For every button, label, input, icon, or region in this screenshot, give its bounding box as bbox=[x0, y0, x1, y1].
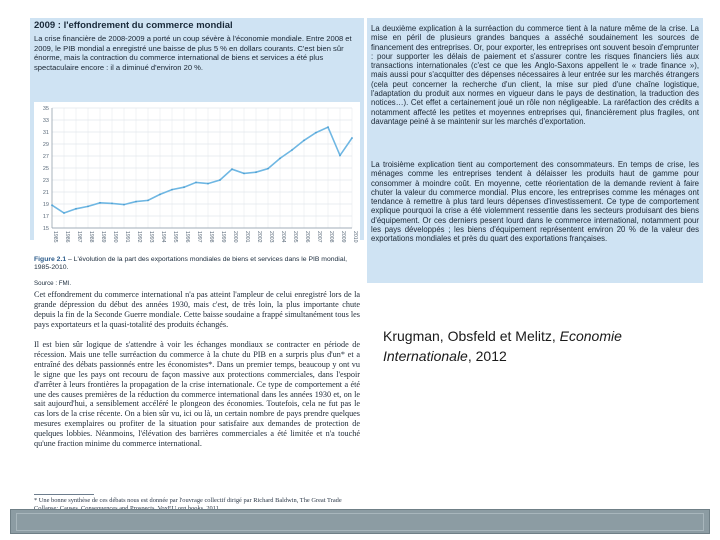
line-chart-svg bbox=[34, 102, 360, 254]
data-point bbox=[147, 200, 149, 202]
x-tick-label: 1985 bbox=[52, 231, 58, 243]
document-page-right bbox=[367, 18, 703, 283]
box-intro-paragraph: La crise financière de 2008-2009 a porté un coup sévère à l'économie mondiale. Entre 2008 et 2009, le PIB mondial a enregistré une baisse de plus 5 % en dollars courants. C'est bien sûr énorme, mais la contraction du commerce international de biens et services a été plus spectaculaire encore : il a diminué d'environ 20 %. bbox=[34, 34, 352, 72]
citation-title-2: Internationale bbox=[383, 348, 468, 364]
data-point bbox=[99, 202, 101, 204]
data-point bbox=[123, 204, 125, 206]
line-chart bbox=[34, 102, 360, 270]
x-tick-label: 1995 bbox=[172, 231, 178, 243]
data-point bbox=[87, 206, 89, 208]
x-tick-label: 2007 bbox=[316, 231, 322, 243]
figure-caption bbox=[34, 256, 360, 272]
data-point bbox=[135, 201, 137, 203]
x-tick-label: 1994 bbox=[160, 231, 166, 243]
right-paragraph-1: La deuxième explication à la surréaction du commerce tient à la nature même de la crise. La mise en péril de plusieurs grandes banques a asséché soudainement les sources de financement des entreprises. Or, pour exporter, les entreprises ont souvent besoin d'emprunter : pour supporter les délais de paiement et s'assurer contre les risques financiers liés aux transactions internationales (c'est ce que les Anglo-Saxons appellent le « trade finance »), mais aussi pour s'acquitter des dépenses nécessaires à leur entrée sur les marchés étrangers (cela peut concerner la recherche d'un client, la mise sur pied d'une chaîne logistique, l'adaptation du produit aux normes en vigueur dans le pays de destination, la traduction des notices…). Cet effet a certainement joué un rôle non négligeable. La raréfaction des crédits a notamment affecté les petites et moyennes entreprises qui, financièrement plus fragiles, ont davantage peiné à se maintenir sur les marchés d'exportation. bbox=[371, 24, 699, 126]
y-tick-label: 35 bbox=[42, 106, 49, 112]
data-point bbox=[171, 189, 173, 191]
x-tick-label: 1990 bbox=[112, 231, 118, 243]
source-citation bbox=[383, 326, 622, 366]
y-tick-label: 21 bbox=[42, 190, 49, 196]
data-point bbox=[75, 208, 77, 210]
footnote: * Une bonne synthèse de ces débats nous est donnée par l'ouvrage collectif dirigé par Richard Baldwin, The Great Trade bbox=[34, 497, 342, 504]
y-tick-label: 23 bbox=[42, 178, 49, 184]
data-point bbox=[267, 168, 269, 170]
x-tick-label: 2000 bbox=[232, 231, 238, 243]
data-point bbox=[207, 183, 209, 185]
x-tick-label: 1997 bbox=[196, 231, 202, 243]
y-tick-label: 25 bbox=[42, 166, 49, 172]
data-point bbox=[111, 203, 113, 205]
bottom-bar-inner bbox=[16, 513, 704, 531]
data-point bbox=[303, 140, 305, 142]
right-paragraph-2: La troisième explication tient au comportement des consommateurs. En temps de crise, les ménages comme les entreprises tendent à délaisser les produits haut de gamme pour consommer à moindre coût. En moyenne, cette réorientation de la demande revient à faire chuter la valeur du commerce mondial. Plus encore, les entreprises comme les ménages ont tendance à remettre à plus tard leurs dépenses d'investissement. Ce type de comportement explique pourquoi la crise a été violemment ressentie dans les secteurs produisant des biens d'équipement. Or ces derniers pesent lourd dans le commerce international, notamment pour les pays développés ; les biens d'équipement représentent environ 20 % de la valeur des exportations mondiales et près du quart des exportations françaises. bbox=[371, 160, 699, 244]
data-point bbox=[219, 179, 221, 181]
x-tick-label: 2010 bbox=[352, 231, 358, 243]
x-tick-label: 1988 bbox=[88, 231, 94, 243]
box-title: 2009 : l'effondrement du commerce mondial bbox=[34, 20, 233, 31]
figure-caption-label: Figure 2.1 bbox=[34, 256, 67, 263]
data-point bbox=[243, 173, 245, 175]
data-point bbox=[339, 155, 341, 157]
x-tick-label: 2008 bbox=[328, 231, 334, 243]
bottom-bar bbox=[10, 509, 710, 534]
data-point bbox=[231, 168, 233, 170]
citation-authors: Krugman, Obsfeld et Melitz, bbox=[383, 328, 556, 344]
x-tick-label: 1991 bbox=[124, 231, 130, 243]
y-tick-label: 29 bbox=[42, 142, 49, 148]
data-point bbox=[351, 137, 353, 139]
x-tick-label: 1987 bbox=[76, 231, 82, 243]
data-point bbox=[63, 212, 65, 214]
body-paragraph-1: Cet effondrement du commerce international n'a pas atteint l'ampleur de celui enregistré lors de la grande dépression du début des années 1930, mais c'est, de très loin, la plus importante chute depuis la fin de la Seconde Guerre mondiale. Cette baisse soudaine a frappé simultanément tous les pays exportateurs et la quasi-totalité des produits échangés. bbox=[34, 290, 360, 329]
data-point bbox=[327, 126, 329, 128]
x-tick-label: 1998 bbox=[208, 231, 214, 243]
x-tick-label: 2004 bbox=[280, 231, 286, 243]
citation-title-1: Economie bbox=[559, 328, 622, 344]
document-page-left bbox=[30, 18, 364, 508]
x-tick-label: 1992 bbox=[136, 231, 142, 243]
series-line bbox=[52, 127, 352, 213]
y-tick-label: 17 bbox=[42, 214, 49, 220]
figure-caption-text: – L'évolution de la part des exportations mondiales de biens et services dans le PIB mondial, 1985-2010. bbox=[34, 256, 347, 272]
x-tick-label: 2006 bbox=[304, 231, 310, 243]
y-tick-label: 15 bbox=[42, 226, 49, 232]
data-point bbox=[183, 186, 185, 188]
data-point bbox=[195, 182, 197, 184]
footnote-divider bbox=[34, 494, 94, 495]
data-point bbox=[255, 171, 257, 173]
x-tick-label: 2003 bbox=[268, 231, 274, 243]
figure-source: Source : FMI. bbox=[34, 280, 72, 287]
x-tick-label: 1999 bbox=[220, 231, 226, 243]
x-tick-label: 2002 bbox=[256, 231, 262, 243]
y-tick-label: 27 bbox=[42, 154, 49, 160]
x-tick-label: 2001 bbox=[244, 231, 250, 243]
x-tick-label: 1986 bbox=[64, 231, 70, 243]
data-point bbox=[279, 158, 281, 160]
x-tick-label: 1989 bbox=[100, 231, 106, 243]
x-tick-label: 1996 bbox=[184, 231, 190, 243]
data-point bbox=[315, 132, 317, 134]
data-point bbox=[159, 194, 161, 196]
data-point bbox=[291, 149, 293, 151]
data-point bbox=[51, 204, 53, 206]
y-tick-label: 33 bbox=[42, 118, 49, 124]
y-tick-label: 19 bbox=[42, 202, 49, 208]
y-tick-label: 31 bbox=[42, 130, 49, 136]
citation-year: , 2012 bbox=[467, 348, 507, 364]
x-tick-label: 2009 bbox=[340, 231, 346, 243]
body-paragraph-2: Il est bien sûr logique de s'attendre à voir les échanges mondiaux se contracter en période de récession. Mais une telle surréaction du commerce à la chute du PIB en a surpris plus d'un* et a entraîné des débats passionnés entre les économistes*. Dans un premier temps, beaucoup y ont vu le signe que les pays ont recouru de façon massive aux protections commerciales, dans l'espoir d'arrêter à leurs frontières la propagation de la crise internationale. Ce type de comportement a été une des causes premières de la réduction du commerce international dans les années 1930 et, on le sait aujourd'hui, a sensiblement accéléré le plongeon des économies. Toutefois, cela ne fut pas le cas lors de la crise récente. On a bien sûr vu, ici ou là, un certain nombre de pays prendre quelques mesures exemplaires ou profiter de la situation pour satisfaire aux demandes de protection de quelques lobbies. Néanmoins, l'élévation des barrières commerciales a été limitée et n'a touché qu'une fraction minime du commerce international. bbox=[34, 340, 360, 449]
x-tick-label: 1993 bbox=[148, 231, 154, 243]
x-tick-label: 2005 bbox=[292, 231, 298, 243]
